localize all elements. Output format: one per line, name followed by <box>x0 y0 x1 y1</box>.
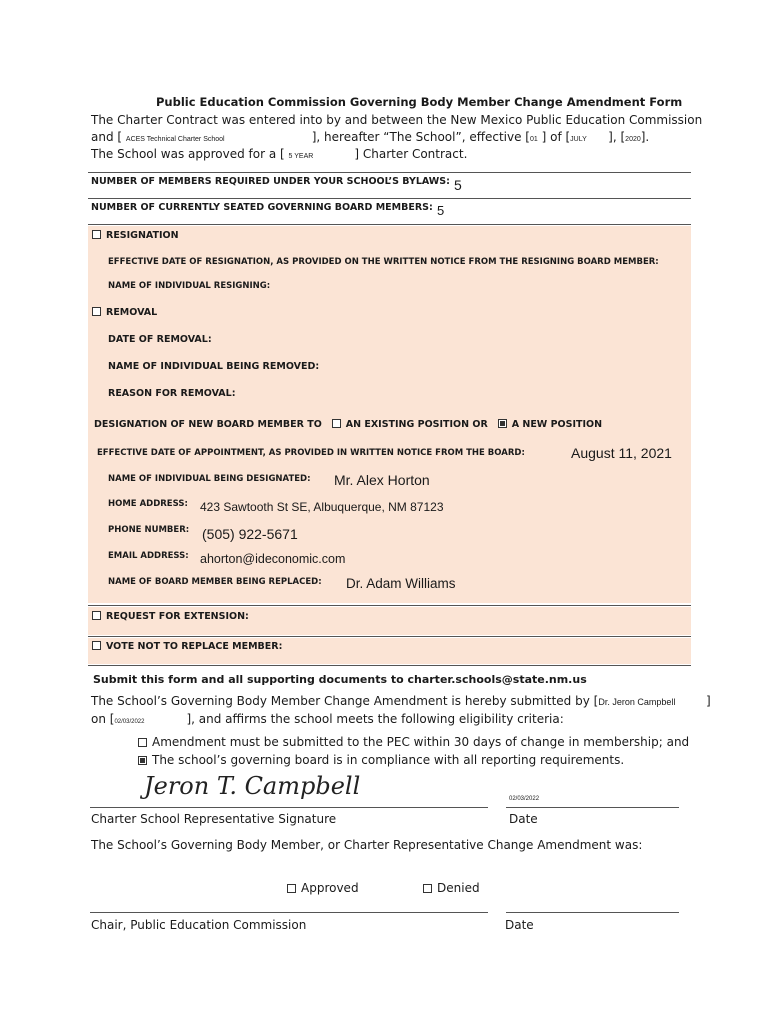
email-address-field[interactable]: ahorton@ideconomic.com <box>200 552 346 566</box>
vote-label: VOTE NOT TO REPLACE MEMBER: <box>106 641 283 652</box>
extension-option[interactable] <box>92 611 249 622</box>
effective-day-field[interactable]: 01 <box>529 136 538 143</box>
phone-number-field[interactable]: (505) 922-5671 <box>202 526 298 542</box>
replaced-member-field[interactable]: Dr. Adam Williams <box>346 576 456 591</box>
denied-checkbox[interactable] <box>423 884 432 893</box>
contract-term-field[interactable]: 5 YEAR <box>288 153 314 160</box>
existing-position-checkbox[interactable] <box>332 419 341 428</box>
removal-name-label: NAME OF INDIVIDUAL BEING REMOVED: <box>108 361 320 372</box>
resignation-name-label: NAME OF INDIVIDUAL RESIGNING: <box>108 281 271 291</box>
extension-checkbox[interactable] <box>92 611 101 620</box>
approved-option[interactable] <box>287 881 359 895</box>
chair-date-label: Date <box>505 918 534 932</box>
divider <box>88 605 691 606</box>
divider <box>88 636 691 637</box>
appointment-date-field[interactable]: August 11, 2021 <box>571 445 672 461</box>
intro-hereafter: ], hereafter “The School”, effective [ <box>311 130 530 144</box>
approved-suffix: ] Charter Contract. <box>354 147 468 161</box>
designation-row <box>94 419 602 430</box>
criteria-checkbox[interactable] <box>138 738 147 747</box>
email-address-label: EMAIL ADDRESS: <box>108 551 189 561</box>
new-position-checkbox[interactable] <box>498 419 507 428</box>
effective-year-field[interactable]: 2020 <box>625 136 641 143</box>
submission-line-1 <box>91 694 744 708</box>
removal-option[interactable] <box>92 307 157 318</box>
submission-on: on [ <box>91 712 115 726</box>
members-required-field[interactable]: 5 <box>454 177 462 193</box>
resignation-label: RESIGNATION <box>106 230 179 241</box>
approved-prefix: The School was approved for a [ <box>91 147 285 161</box>
form-title: Public Education Commission Governing Body Member Change Amendment Form <box>156 95 683 109</box>
replaced-member-label: NAME OF BOARD MEMBER BEING REPLACED: <box>108 577 322 587</box>
intro-line-2 <box>91 130 649 144</box>
approval-intro: The School’s Governing Body Member, or Charter Representative Change Amendment was: <box>91 838 643 852</box>
submitter-field[interactable]: Dr. Jeron Campbell <box>598 697 676 707</box>
intro-and: and [ <box>91 130 123 144</box>
vote-checkbox[interactable] <box>92 641 101 650</box>
intro-comma: ], [ <box>608 130 626 144</box>
phone-number-label: PHONE NUMBER: <box>108 525 190 535</box>
members-seated-field[interactable]: 5 <box>437 203 445 218</box>
resignation-checkbox[interactable] <box>92 230 101 239</box>
existing-position-label: AN EXISTING POSITION OR <box>345 419 488 430</box>
members-seated-label: NUMBER OF CURRENTLY SEATED GOVERNING BOARD MEMBERS: <box>91 202 433 213</box>
divider <box>88 172 691 173</box>
submission-affirm: ], and affirms the school meets the following eligibility criteria: <box>186 712 564 726</box>
signature-date-field[interactable]: 02/03/2022 <box>509 796 540 802</box>
signature: Jeron T. Campbell <box>144 772 361 800</box>
signature-date-label: Date <box>509 812 538 826</box>
appointment-date-label: EFFECTIVE DATE OF APPOINTMENT, AS PROVIDED IN WRITTEN NOTICE FROM THE BOARD: <box>97 448 525 458</box>
signature-label: Charter School Representative Signature <box>91 812 337 826</box>
denied-option[interactable] <box>423 881 480 895</box>
submission-bracket: ] <box>706 694 711 708</box>
designated-name-field[interactable]: Mr. Alex Horton <box>334 472 430 488</box>
extension-label: REQUEST FOR EXTENSION: <box>106 611 249 622</box>
date-line <box>506 807 679 808</box>
criteria-item <box>138 735 689 749</box>
intro-of: ] of [ <box>541 130 571 144</box>
divider <box>88 224 691 225</box>
intro-line-3 <box>91 147 467 161</box>
intro-line-1: The Charter Contract was entered into by and between the New Mexico Public Education Commission <box>91 113 703 127</box>
signature-line <box>90 807 488 808</box>
denied-label: Denied <box>437 881 480 895</box>
members-required-label: NUMBER OF MEMBERS REQUIRED UNDER YOUR SCHOOL’S BYLAWS: <box>91 176 450 187</box>
criteria-text: Amendment must be submitted to the PEC within 30 days of change in membership; and <box>152 735 690 749</box>
removal-label: REMOVAL <box>106 307 158 318</box>
designated-name-label: NAME OF INDIVIDUAL BEING DESIGNATED: <box>108 474 311 484</box>
divider <box>88 198 691 199</box>
removal-date-label: DATE OF REMOVAL: <box>108 334 212 345</box>
criteria-item <box>138 753 624 767</box>
submission-heading: Submit this form and all supporting documents to charter.schools@state.nm.us <box>93 673 587 686</box>
submit-date-field[interactable]: 02/03/2022 <box>114 719 145 725</box>
new-position-label: A NEW POSITION <box>511 419 603 430</box>
criteria-text: The school’s governing board is in compliance with all reporting requirements. <box>152 753 625 767</box>
approved-checkbox[interactable] <box>287 884 296 893</box>
resignation-option[interactable] <box>92 230 179 241</box>
effective-month-field[interactable]: JULY <box>570 136 587 143</box>
removal-reason-label: REASON FOR REMOVAL: <box>108 388 236 399</box>
removal-checkbox[interactable] <box>92 307 101 316</box>
home-address-label: HOME ADDRESS: <box>108 499 188 509</box>
designation-label: DESIGNATION OF NEW BOARD MEMBER TO <box>94 419 322 430</box>
submission-line-2 <box>91 712 564 726</box>
intro-end: ]. <box>640 130 650 144</box>
school-name-field[interactable]: ACES Technical Charter School <box>125 136 225 143</box>
vote-option[interactable] <box>92 641 282 652</box>
home-address-field[interactable]: 423 Sawtooth St SE, Albuquerque, NM 87123 <box>200 500 444 514</box>
submission-prefix: The School’s Governing Body Member Change Amendment is hereby submitted by [ <box>91 694 599 708</box>
chair-date-line <box>506 912 679 913</box>
divider <box>88 665 691 666</box>
criteria-checkbox[interactable] <box>138 756 147 765</box>
resignation-date-label: EFFECTIVE DATE OF RESIGNATION, AS PROVIDED ON THE WRITTEN NOTICE FROM THE RESIGNING BOARD MEMBER: <box>108 257 659 267</box>
chair-label: Chair, Public Education Commission <box>91 918 307 932</box>
chair-signature-line <box>90 912 488 913</box>
approved-label: Approved <box>301 881 359 895</box>
